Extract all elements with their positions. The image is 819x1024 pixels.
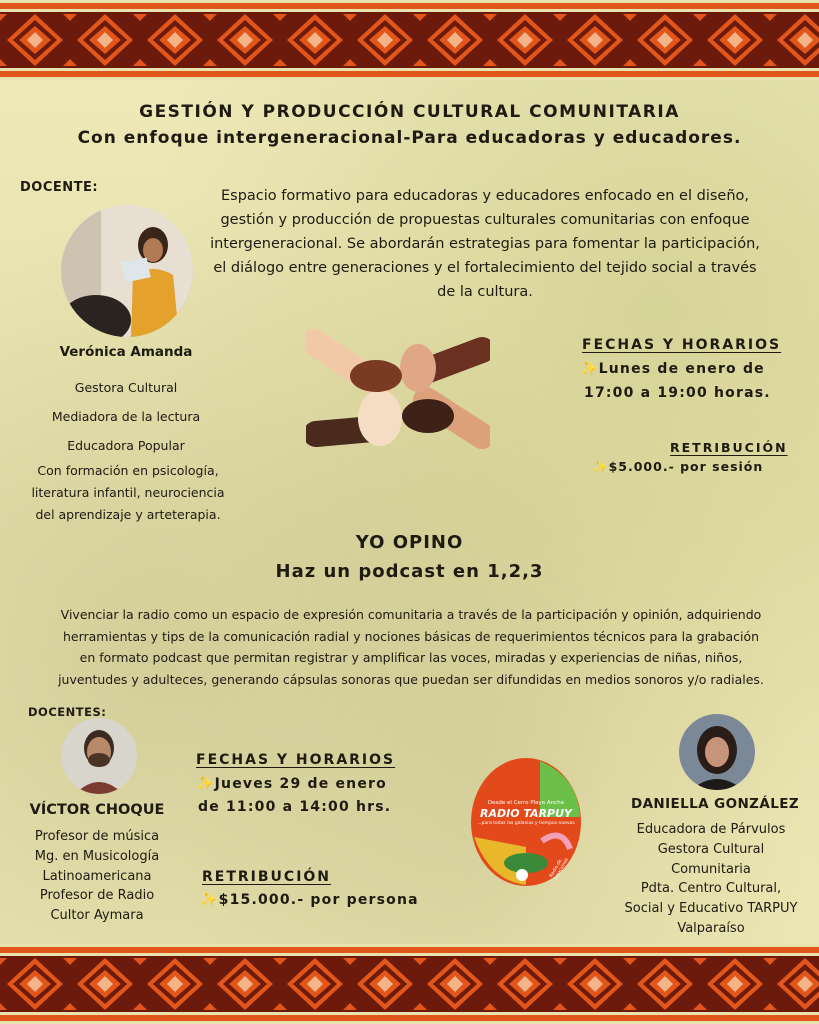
sparkle-icon: ✨ — [200, 892, 219, 908]
docente-label: DOCENTE: — [20, 180, 99, 195]
bottom-pattern-band — [0, 944, 819, 1024]
role-item: Gestora Cultural — [657, 841, 765, 857]
schedule-line-1a — [580, 361, 765, 377]
role-item: Educadora de Párvulos — [636, 822, 786, 837]
teacher-photo-daniella — [679, 714, 755, 790]
schedule-hours-2: de 11:00 a 14:00 hrs. — [198, 799, 392, 815]
pay-line-1 — [592, 459, 763, 475]
schedule-heading-2: FECHAS Y HORARIOS — [196, 752, 396, 768]
sparkle-icon: ✨ — [196, 776, 215, 792]
course1-description: Espacio formativo para educadoras y educadores enfocado en el diseño, gestión y producción de propuestas culturales comunitarias con enfoque intergeneracional. Se abordarán estrategias para fomentar la participación, el diálogo entre generaciones y el fortalecimiento del tejido social a través de la cultura. — [210, 188, 760, 300]
role-item: Comunitaria — [671, 861, 751, 877]
course2-subtitle: Haz un podcast en 1,2,3 — [275, 561, 544, 582]
logo-tagline-bottom: ...para todas las galaxias y tiempos nuevos — [477, 821, 575, 826]
pay-value-2: $15.000.- por persona — [218, 892, 419, 908]
teacher-formation-veronica: Con formación en psicología, literatura infantil, neurociencia del aprendizaje y arteterapia. — [31, 463, 225, 522]
schedule-line-2a — [196, 776, 387, 792]
teacher-roles-daniella — [604, 820, 818, 939]
role-item: Latinoamericana — [42, 868, 152, 884]
sparkle-icon: ✨ — [592, 459, 609, 474]
pay-heading-2: RETRIBUCIÓN — [202, 869, 332, 885]
page-subtitle: Con enfoque intergeneracional-Para educadoras y educadores. — [77, 128, 742, 148]
role-item: Gestora Cultural — [74, 380, 178, 395]
teacher-photo-victor — [61, 718, 137, 794]
logo-side-text: Radio de creaciones — [549, 857, 570, 881]
role-item: Mg. en Musicología — [34, 848, 160, 864]
pay-line-2 — [200, 892, 419, 908]
radio-tarpuy-logo — [470, 757, 582, 887]
role-item: Social y Educativo TARPUY — [624, 901, 798, 917]
course2-title: YO OPINO — [355, 532, 464, 553]
linked-hands-icon — [306, 328, 490, 450]
schedule-days-2: Jueves 29 de enero — [214, 776, 387, 792]
role-item: Cultor Aymara — [50, 908, 144, 924]
teacher-name-veronica: Verónica Amanda — [59, 344, 193, 360]
course2-description: Vivenciar la radio como un espacio de expresión comunitaria a través de la participación y opinión, adquiriendo herramientas y tips de la comunicación radial y nociones básicas de requerimientos técnicos para la grabación en formato podcast que permitan registrar y amplificar las voces, miradas y experiencias de niñas, niños, juventudes y adulteces, generando cápsulas sonoras que puedan ser difundidas en medios sonoros y/o radiales. — [58, 607, 764, 687]
logo-tagline-top: Desde el Cerro Playa Ancha — [487, 800, 565, 806]
pay-heading-1: RETRIBUCIÓN — [670, 440, 788, 455]
schedule-hours-1: 17:00 a 19:00 horas. — [584, 385, 771, 401]
sparkle-icon: ✨ — [580, 361, 599, 377]
logo-name: RADIO TARPUY — [480, 807, 572, 820]
role-item: Profesor de música — [34, 829, 160, 844]
teacher-roles-victor — [20, 827, 174, 926]
teacher-name-daniella: DANIELLA GONZÁLEZ — [630, 796, 800, 812]
schedule-days-1: Lunes de enero de — [598, 361, 765, 377]
teacher-photo-veronica — [61, 205, 193, 337]
role-item: Educadora Popular — [67, 438, 185, 453]
schedule-heading-1: FECHAS Y HORARIOS — [582, 337, 782, 353]
teacher-roles-veronica — [20, 373, 232, 460]
role-item: Pdta. Centro Cultural, — [640, 881, 782, 897]
pay-value-1: $5.000.- por sesión — [608, 459, 764, 474]
teacher-name-victor: VÍCTOR CHOQUE — [29, 802, 165, 818]
top-pattern-band — [0, 0, 819, 80]
role-item: Valparaíso — [677, 920, 745, 936]
role-item: Mediadora de la lectura — [51, 409, 201, 424]
page-title: GESTIÓN Y PRODUCCIÓN CULTURAL COMUNITARIA — [139, 102, 680, 122]
docentes-label: DOCENTES: — [28, 705, 107, 719]
role-item: Profesor de Radio — [39, 888, 155, 904]
